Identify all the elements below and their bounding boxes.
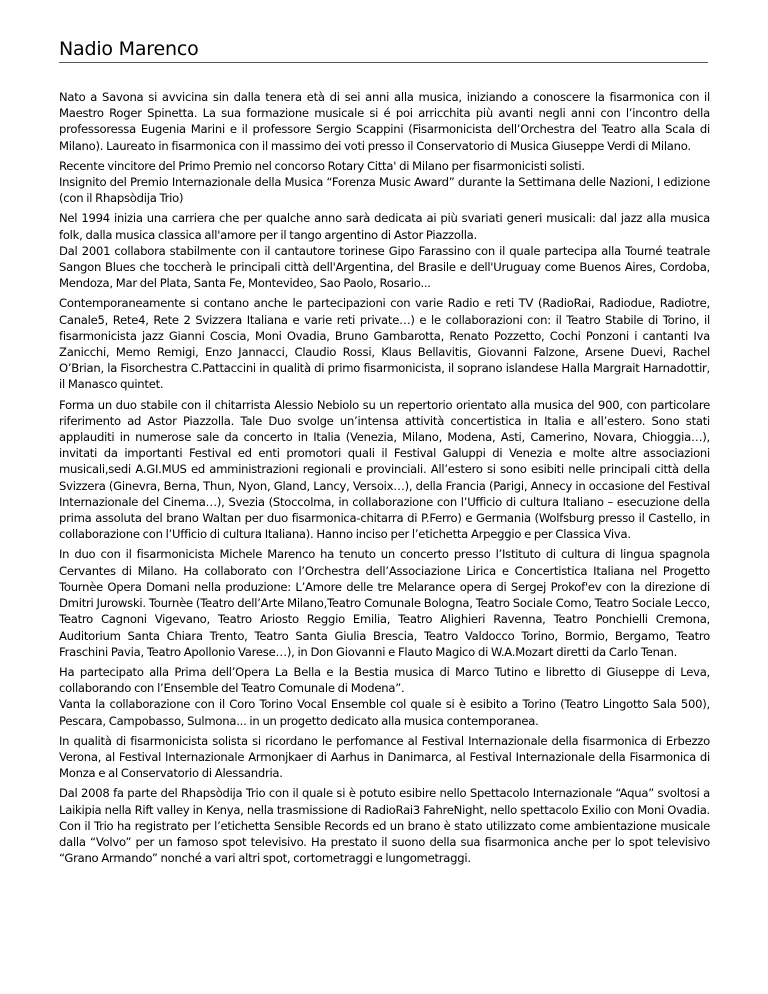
paragraph-radio-tv bbox=[59, 295, 710, 392]
paragraph-text: Recente vincitore del Primo Premio nel concorso Rotary Citta' di Milano per fisarmonicisti solisti. bbox=[59, 158, 585, 173]
paragraph-text: Ha partecipato alla Prima dell’Opera La Bella e la Bestia musica di Marco Tutino e libretto di Giuseppe di Leva, collaborando con l’Ensemble del Teatro Comunale di Modena”. bbox=[59, 664, 710, 696]
paragraph-duo-nebiolo bbox=[59, 397, 710, 543]
paragraph-early-training bbox=[59, 89, 710, 154]
paragraph-text: In qualità di fisarmonicista solista si ricordano le perfomance al Festival Internazionale della fisarmonica di Erbezzo Verona, al Festival Internazionale Armonjkaer di Aarhus in Danimarca, al Festival Internazionale della Fisarmonica di Monza e al Conservatorio di Alessandria. bbox=[59, 733, 710, 781]
paragraph-text: Vanta la collaborazione con il Coro Torino Vocal Ensemble col quale si è esibito a Torino (Teatro Lingotto Sala 500), Pescara, Campobasso, Sulmona... in un progetto dedicato alla musica contemporanea. bbox=[59, 697, 710, 728]
paragraph-text: Dal 2008 fa parte del Rhapsòdija Trio con il quale si è potuto esibire nello Spettacolo Internazionale “Aqua” svoltosi a Laikipia nella Rift valley in Kenya, nella trasmissione di RadioRai3 FahreNight, nello spettacolo Exilio con Moni Ovadia. Con il Trio ha registrato per l’etichetta Sensible Records ed un brano è stato utilizzato come ambientazione musicale dalla “Volvo” per un famoso spot televisivo. Ha prestato il suono della sua fisarmonica anche per lo spot televisivo “Grano Armando” nonché a vari altri spot, cortometraggi e lungometraggi. bbox=[59, 786, 710, 866]
paragraph-forenza-award bbox=[59, 174, 710, 206]
paragraph-text: Nel 1994 inizia una carriera che per qualche anno sarà dedicata ai più svariati generi musicali: dal jazz alla musica folk, dalla musica classica all'amore per il tango argentino di Astor Piazzolla. bbox=[59, 211, 710, 242]
page-title: Nadio Marenco bbox=[59, 36, 708, 63]
paragraph-career-start bbox=[59, 210, 710, 242]
paragraph-vocal-ensemble bbox=[59, 696, 710, 728]
paragraph-text: In duo con il fisarmonicista Michele Marenco ha tenuto un concerto presso l’Istituto di cultura di lingua spagnola Cervantes di Milano. Ha collaborato con l’Orchestra dell’Associazione Lirica e Concertistica Italiana nel Progetto Tournèe Opera Domani nella produzione: L’Amore delle tre Melarance opera di Sergej Prokof'ev con la direzione di Dmitri Jurowski. Tournèe (Teatro dell’Arte Milano,Teatro Comunale Bologna, Teatro Sociale Como, Teatro Sociale Lecco, Teatro Cagnoni Vigevano, Teatro Ariosto Reggio Emilia, Teatro Alighieri Ravenna, Teatro Ponchielli Cremona, Auditorium Santa Chiara Trento, Teatro Santa Giulia Brescia, Teatro Valdocco Torino, Bormio, Bergamo, Teatro Fraschini Pavia, Teatro Apollonio Varese…), in Don Giovanni e Flauto Magico di W.A.Mozart diretti da Carlo Tenan. bbox=[59, 547, 710, 659]
paragraph-bella-bestia bbox=[59, 664, 710, 696]
paragraph-text: Nato a Savona si avvicina sin dalla tenera età di sei anni alla musica, iniziando a conoscere la fisarmonica con il Maestro Roger Spinetta. La sua formazione musicale si é poi arricchita più avanti negli anni con l’incontro della professoressa Eugenia Marini e il professore Sergio Scappini (Fisarmonicista dell’Orchestra del Teatro alla Scala di Milano). Laureato in fisarmonica con il massimo dei voti presso il Conservatorio di Musica Giuseppe Verdi di Milano. bbox=[59, 90, 710, 153]
biography-body bbox=[59, 89, 710, 870]
paragraph-duo-marenco bbox=[59, 546, 710, 659]
paragraph-rhapsodija-trio bbox=[59, 785, 710, 866]
paragraph-rotary-prize bbox=[59, 158, 710, 174]
paragraph-farassino bbox=[59, 243, 710, 292]
paragraph-text: Contemporaneamente si contano anche le partecipazioni con varie Radio e reti TV (RadioRai, Radiodue, Radiotre, Canale5, Rete4, Rete 2 Svizzera Italiana e varie reti private…) e le collaborazioni con: il Teatro Stabile di Torino, il fisarmonicista jazz Gianni Coscia, Moni Ovadia, Bruno Gambarotta, Renato Pozzetto, Cochi Ponzoni i cantanti Iva Zanicchi, Memo Remigi, Enzo Jannacci, Claudio Rossi, Klaus Bellavitis, Giovanni Falzone, Arsene Duevi, Rachel O’Brian, la Fisorchestra C.Pattaccini in qualità di primo fisarmonicista, il soprano islandese Halla Margrait Harnadottir, il Manasco quintet. bbox=[59, 296, 710, 392]
paragraph-text: Dal 2001 collabora stabilmente con il cantautore torinese Gipo Farassino con il quale partecipa alla Tourné teatrale Sangon Blues che toccherà le principali città dell'Argentina, del Brasile e dell'Uruguay come Buenos Aires, Cordoba, Mendoza, Mar del Plata, Santa Fe, Montevideo, Sao Paolo, Rosario... bbox=[59, 243, 710, 291]
paragraph-text: Insignito del Premio Internazionale della Musica “Forenza Music Award” durante la Settimana delle Nazioni, I edizione (con il Rhapsòdija Trio) bbox=[59, 175, 710, 206]
paragraph-text: Forma un duo stabile con il chitarrista Alessio Nebiolo su un repertorio orientato alla musica del 900, con particolare riferimento ad Astor Piazzolla. Tale Duo svolge un’intensa attività concertistica in Italia e all’estero. Sono stati applauditi in numerose sale da concerto in Italia (Venezia, Milano, Modena, Asti, Camerino, Novara, Chioggia…), invitati da importanti Festival ed enti promotori quali il Festival Galuppi di Venezia e molte altre associazioni musicali,sedi A.GI.MUS ed amministrazioni regionali e provinciali. All’estero si sono esibiti nelle principali città della Svizzera (Ginevra, Berna, Thun, Nyon, Gland, Lancy, Versoix…), della Francia (Parigi, Annecy in occasione del Festival Internazionale del Cinema…), Svezia (Stoccolma, in collaborazione con l’Ufficio di cultura Italiano – esecuzione della prima assoluta del brano Waltan per duo fisarmonica-chitarra di P.Ferro) e Germania (Wolfsburg presso il Castello, in collaborazione con l’Ufficio di cultura Italiana). Hanno inciso per l’etichetta Arpeggio e per Classica Viva. bbox=[59, 397, 710, 542]
paragraph-soloist bbox=[59, 733, 710, 782]
